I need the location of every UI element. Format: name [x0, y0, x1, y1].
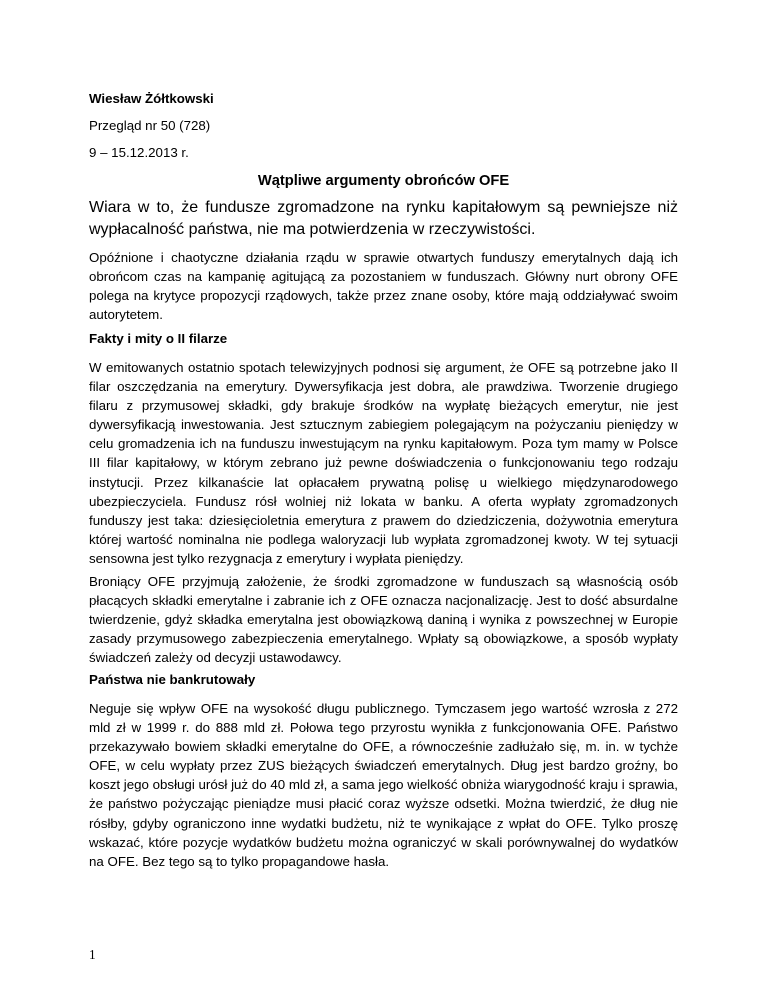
publication-date: 9 – 15.12.2013 r. [89, 145, 189, 160]
paragraph-public-debt: Neguje się wpływ OFE na wysokość długu publicznego. Tymczasem jego wartość wzrosła z 272 mld zł w 1999 r. do 888 mld zł. Połowa tego przyrostu wynikła z funkcjonowania OFE. Państwo przekazywało bowiem składki emerytalne do OFE, a równocześnie zadłużało się, m. in. w tychże OFE, w celu wypłaty przez ZUS bieżących świadczeń emerytalnych. Dług jest bardzo groźny, bo koszt jego obsługi urósł już do 40 mld zł, a sama jego wielkość obniża wiarygodność kraju i sprawia, że państwo pożyczając pieniądze musi płacić coraz wyższe odsetki. Można twierdzić, że dług nie rósłby, gdyby ograniczono inne wydatki budżetu, niż te wynikające z wpłat do OFE. Tylko proszę wskazać, które pozycje wydatków budżetu można ograniczyć w skali porównywalnej do wydatków na OFE. Bez tego są to tylko propagandowe hasła. [89, 701, 678, 869]
issue-number: Przegląd nr 50 (728) [89, 118, 211, 133]
article-title: Wątpliwe argumenty obrońców OFE [257, 173, 510, 189]
paragraph-intro: Opóźnione i chaotyczne działania rządu w sprawie otwartych funduszy emerytalnych dają ich obrońcom czas na kampanię agitującą za pozostaniem w funduszach. Główny nurt obrony OFE polega na krytyce propozycji rządowych, także przez znane osoby, które mają oddziaływać swoim autorytetem. [89, 250, 678, 323]
page-number: 1 [89, 947, 96, 962]
section-heading-facts-myths: Fakty i mity o II filarze [89, 331, 228, 346]
paragraph-nationalization: Broniący OFE przyjmują założenie, że środki zgromadzone w funduszach są własnością osób płacących składki emerytalne i zabranie ich z OFE oznacza nacjonalizację. Jest to dość absurdalne twierdzenie, gdyż składka emerytalna jest obowiązkową daniną i wynika z powszechnej w Europie zasady przymusowego zabezpieczenia emerytalnego. Wpłaty są obowiązkowe, a sposób wypłaty świadczeń zależy od decyzji ustawodawcy. [89, 574, 678, 666]
author-name: Wiesław Żółtkowski [89, 91, 214, 106]
paragraph-second-pillar: W emitowanych ostatnio spotach telewizyjnych podnosi się argument, że OFE są potrzebne jako II filar oszczędzania na emerytury. Dywersyfikacja jest dobra, ale prawdziwa. Tworzenie drugiego filaru z przymusowej składki, gdy brakuje środków na wypłatę bieżących emerytur, nie jest dywersyfikacją inwestowania. Jest sztucznym zabiegiem polegającym na pożyczaniu pieniędzy w celu gromadzenia ich na funduszu inwestującym na rynku kapitałowym. Poza tym mamy w Polsce III filar kapitałowy, w którym zebrano już pewne doświadczenia o funkcjonowaniu tego rodzaju instytucji. Przez kilkanaście lat opłacałem prywatną polisę u wielkiego międzynarodowego ubezpieczyciela. Fundusz rósł wolniej niż lokata w banku. A oferta wypłaty zgromadzonych funduszy jest taka: dziesięcioletnia emerytura z prawem do dziedziczenia, dożywotnia emerytura której wartość nominalna nie podlega waloryzacji lub wypłata zgromadzonej kwoty. W tej sytuacji sensowna jest tylko rezygnacja z emerytury i wypłata pieniędzy. [89, 360, 678, 566]
section-heading-states: Państwa nie bankrutowały [89, 672, 256, 687]
article-lead: Wiara w to, że fundusze zgromadzone na rynku kapitałowym są pewniejsze niż wypłacalność państwa, nie ma potwierdzenia w rzeczywistości. [89, 199, 678, 238]
